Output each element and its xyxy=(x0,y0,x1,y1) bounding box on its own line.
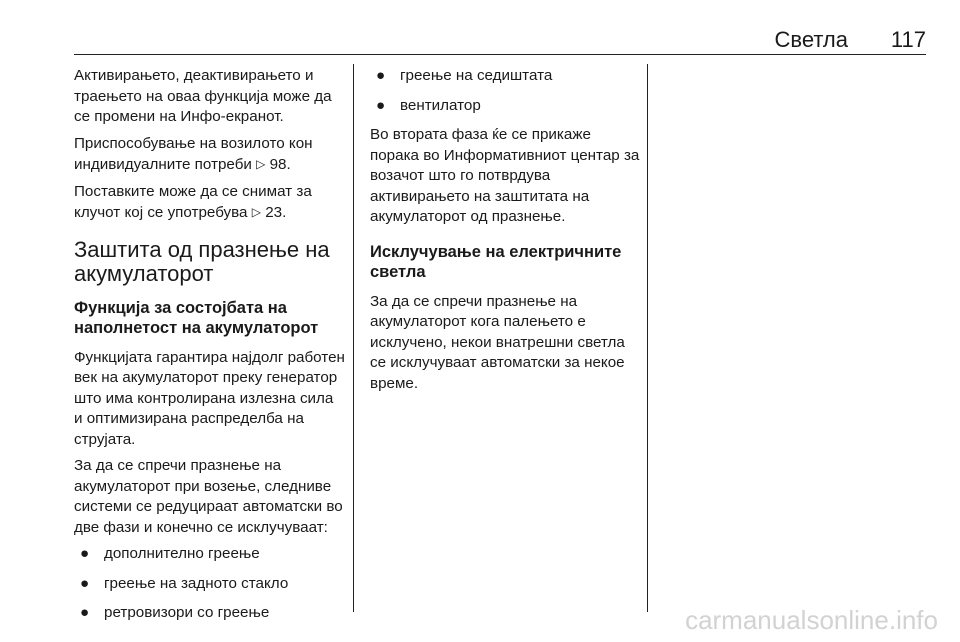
list-item: ● вентилатор xyxy=(370,96,640,117)
paragraph-discharge-prevention: За да се спречи празнење на акумулаторот при возење, следниве системи се редуцираат автоматски во две фази и конечно се исклучуваат: xyxy=(74,457,343,536)
column-divider-right xyxy=(647,64,648,612)
list-item: ● ретровизори со греење xyxy=(74,603,346,624)
paragraph-activation: Активирањето, деактивирањето и траењето на оваа функција може да се промени на Инфо-екранот. xyxy=(74,67,332,125)
list-item: ● дополнително греење xyxy=(74,544,346,565)
heading-battery-charge-function: Функција за состојбата на наполнетост на акумулаторот xyxy=(74,298,319,337)
page-ref-arrow-icon: ▷ xyxy=(251,205,261,219)
paragraph-personalization xyxy=(74,134,346,176)
personalization-page-link[interactable]: 98. xyxy=(269,156,291,173)
key-settings-text: Поставките може да се снимат за клучот кој се употребува xyxy=(74,182,312,221)
heading-battery-protection: Заштита од празнење на акумулаторот xyxy=(74,236,330,286)
watermark: carmanualsonline.info xyxy=(685,605,938,635)
personalization-text: Приспособување на возилото кон индивидуалните потреби xyxy=(74,134,313,173)
header-rule xyxy=(74,54,926,55)
column-2 xyxy=(370,66,640,394)
bullet-icon: ● xyxy=(80,574,90,592)
page-ref-arrow-icon: ▷ xyxy=(256,157,266,171)
list-item: ● греење на задното стакло xyxy=(74,574,346,595)
list-item: ● греење на седиштата xyxy=(370,66,640,87)
paragraph-interior-lights: За да се спречи празнење на акумулаторот кога палењето е исклучено, некои внатрешни светла се исклучуваат автоматски за некое време. xyxy=(370,292,625,392)
page-number: 117 xyxy=(890,27,926,52)
paragraph-second-phase: Во втората фаза ќе се прикаже порака во Информативниот центар за возачот што го потврдува активирањето на заштитата на акумулаторот од празнење. xyxy=(370,126,640,225)
column-1 xyxy=(74,66,346,633)
paragraph-function-description: Функцијата гарантира најдолг работен век на акумулаторот преку генератор што има контролирана излезна сила и оптимизирана распределба на струјата. xyxy=(74,348,345,448)
bullet-icon: ● xyxy=(80,545,90,562)
heading-lights-off: Исклучување на електричните светла xyxy=(370,242,622,281)
systems-list-continued xyxy=(370,66,640,116)
page-header xyxy=(74,27,926,55)
column-divider-left xyxy=(353,64,354,612)
section-title: Светла xyxy=(774,27,848,52)
bullet-icon: ● xyxy=(376,96,386,114)
paragraph-key-settings xyxy=(74,182,346,224)
bullet-icon: ● xyxy=(376,67,386,84)
bullet-icon: ● xyxy=(80,604,90,621)
key-settings-page-link[interactable]: 23. xyxy=(265,204,287,221)
systems-list xyxy=(74,544,346,624)
